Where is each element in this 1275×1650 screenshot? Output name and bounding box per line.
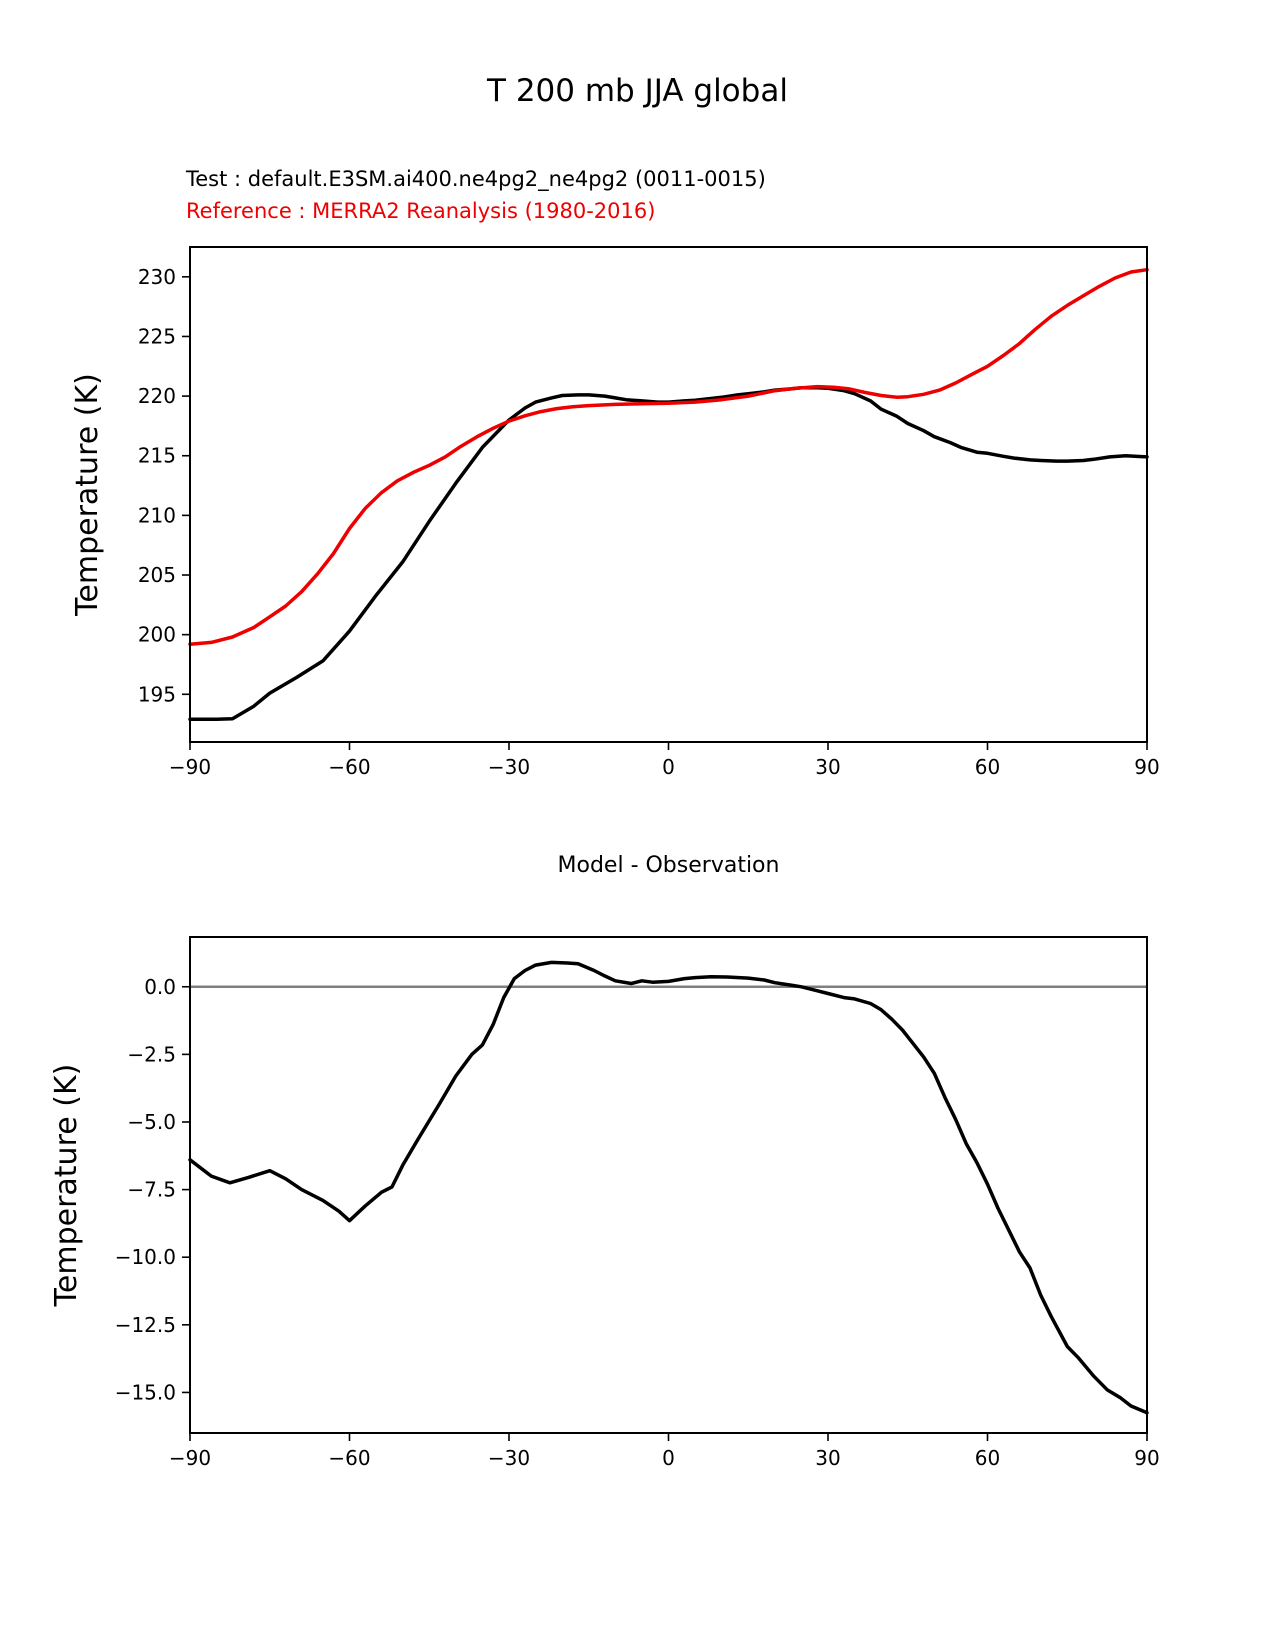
y-tick-label: 0.0 (144, 974, 176, 999)
y-tick-label: 220 (137, 384, 176, 409)
difference-plot-title: Model - Observation (557, 853, 780, 878)
x-tick-label: 0 (662, 1446, 675, 1470)
x-tick-label: 90 (1134, 755, 1160, 779)
y-tick-label: −10.0 (114, 1245, 176, 1270)
x-tick-label: −90 (168, 755, 212, 779)
plot-frame (190, 247, 1147, 742)
x-tick-label: −90 (168, 1446, 212, 1470)
main-plot (70, 247, 1160, 779)
y-tick-label: 205 (137, 563, 176, 588)
y-tick-label: −15.0 (114, 1380, 176, 1405)
y-tick-label: −2.5 (127, 1042, 176, 1067)
y-tick-label: −12.5 (114, 1312, 176, 1337)
y-axis-label: Temperature (K) (70, 373, 105, 616)
y-tick-label: −7.5 (127, 1177, 176, 1202)
x-tick-label: 90 (1134, 1446, 1160, 1470)
y-tick-label: 195 (137, 682, 176, 707)
x-tick-label: 30 (815, 1446, 841, 1470)
x-tick-label: 0 (662, 755, 675, 779)
x-tick-label: −60 (328, 1446, 371, 1470)
legend-test-label: Test : default.E3SM.ai400.ne4pg2_ne4pg2 (0011-0015) (186, 167, 766, 191)
x-tick-label: 60 (974, 1446, 1001, 1470)
legend-reference-label: Reference : MERRA2 Reanalysis (1980-2016) (186, 199, 656, 223)
difference-line (190, 962, 1147, 1412)
figure-title: T 200 mb JJA global (487, 73, 788, 109)
y-tick-label: −5.0 (127, 1109, 176, 1134)
x-tick-label: −30 (487, 1446, 531, 1470)
y-tick-label: 200 (137, 622, 176, 647)
y-tick-label: 225 (137, 324, 176, 349)
difference-plot (49, 937, 1160, 1470)
y-tick-label: 215 (137, 443, 176, 468)
x-tick-label: 60 (974, 755, 1001, 779)
plot-frame (190, 937, 1147, 1433)
x-tick-label: −60 (328, 755, 371, 779)
x-tick-label: −30 (487, 755, 531, 779)
y-tick-label: 230 (137, 264, 176, 289)
y-tick-label: 210 (137, 503, 176, 528)
x-tick-label: 30 (815, 755, 841, 779)
y-axis-label: Temperature (K) (49, 1063, 84, 1307)
